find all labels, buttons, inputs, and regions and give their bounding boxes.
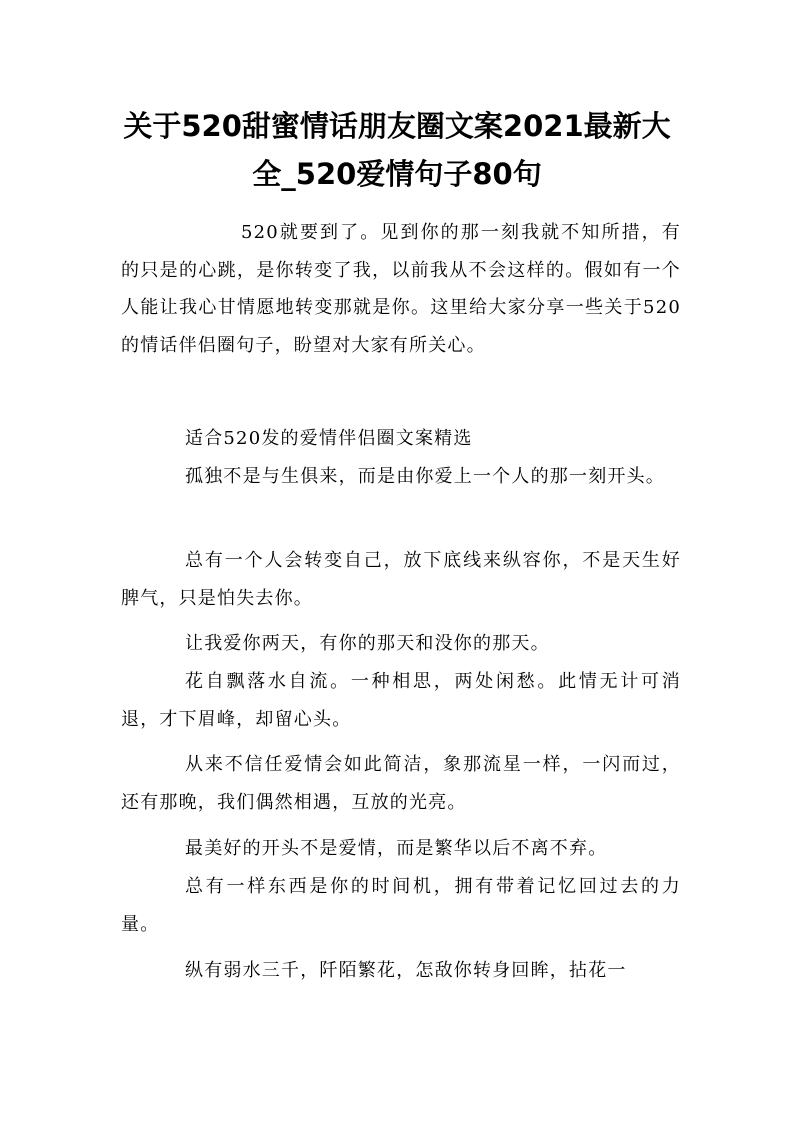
section-heading: 适合520发的爱情伴侣圈文案精选 — [185, 428, 473, 449]
intro-text: 520就要到了。见到你的那一刻我就不知所措，有的只是的心跳，是你转变了我，以前我从不会这样的。假如有一个人能让我心甘情愿地转变那就是你。这里给大家分享一些关于520的情话伴侣圈句子，盼望对大家有所关心。 — [121, 222, 681, 356]
document-title-line-2: 全_520爱情句子80句 — [252, 157, 542, 191]
paragraph-1: 孤独不是与生俱来，而是由你爱上一个人的那一刻开头。 — [185, 466, 665, 487]
paragraph-4: 花自飘落水自流。一种相思，两处闲愁。此情无计可消退，才下眉峰，却留心头。 — [121, 671, 681, 730]
paragraph-5: 从来不信任爱情会如此简洁，象那流星一样，一闪而过，还有那晚，我们偶然相遇，互放的光亮。 — [121, 754, 681, 813]
paragraph-8: 纵有弱水三千，阡陌繁花，怎敌你转身回眸，拈花一 — [185, 960, 627, 981]
paragraph-7: 总有一样东西是你的时间机，拥有带着记忆回过去的力量。 — [121, 876, 681, 935]
document-title-line-1: 关于520甜蜜情话朋友圈文案2021最新大 — [123, 109, 671, 143]
paragraph-6: 最美好的开头不是爱情，而是繁华以后不离不弃。 — [185, 838, 608, 859]
intro-paragraph — [121, 214, 681, 364]
paragraph-2: 总有一个人会转变自己，放下底线来纵容你，不是天生好脾气，只是怕失去你。 — [121, 550, 681, 609]
paragraph-3: 让我爱你两天，有你的那天和没你的那天。 — [185, 633, 550, 654]
